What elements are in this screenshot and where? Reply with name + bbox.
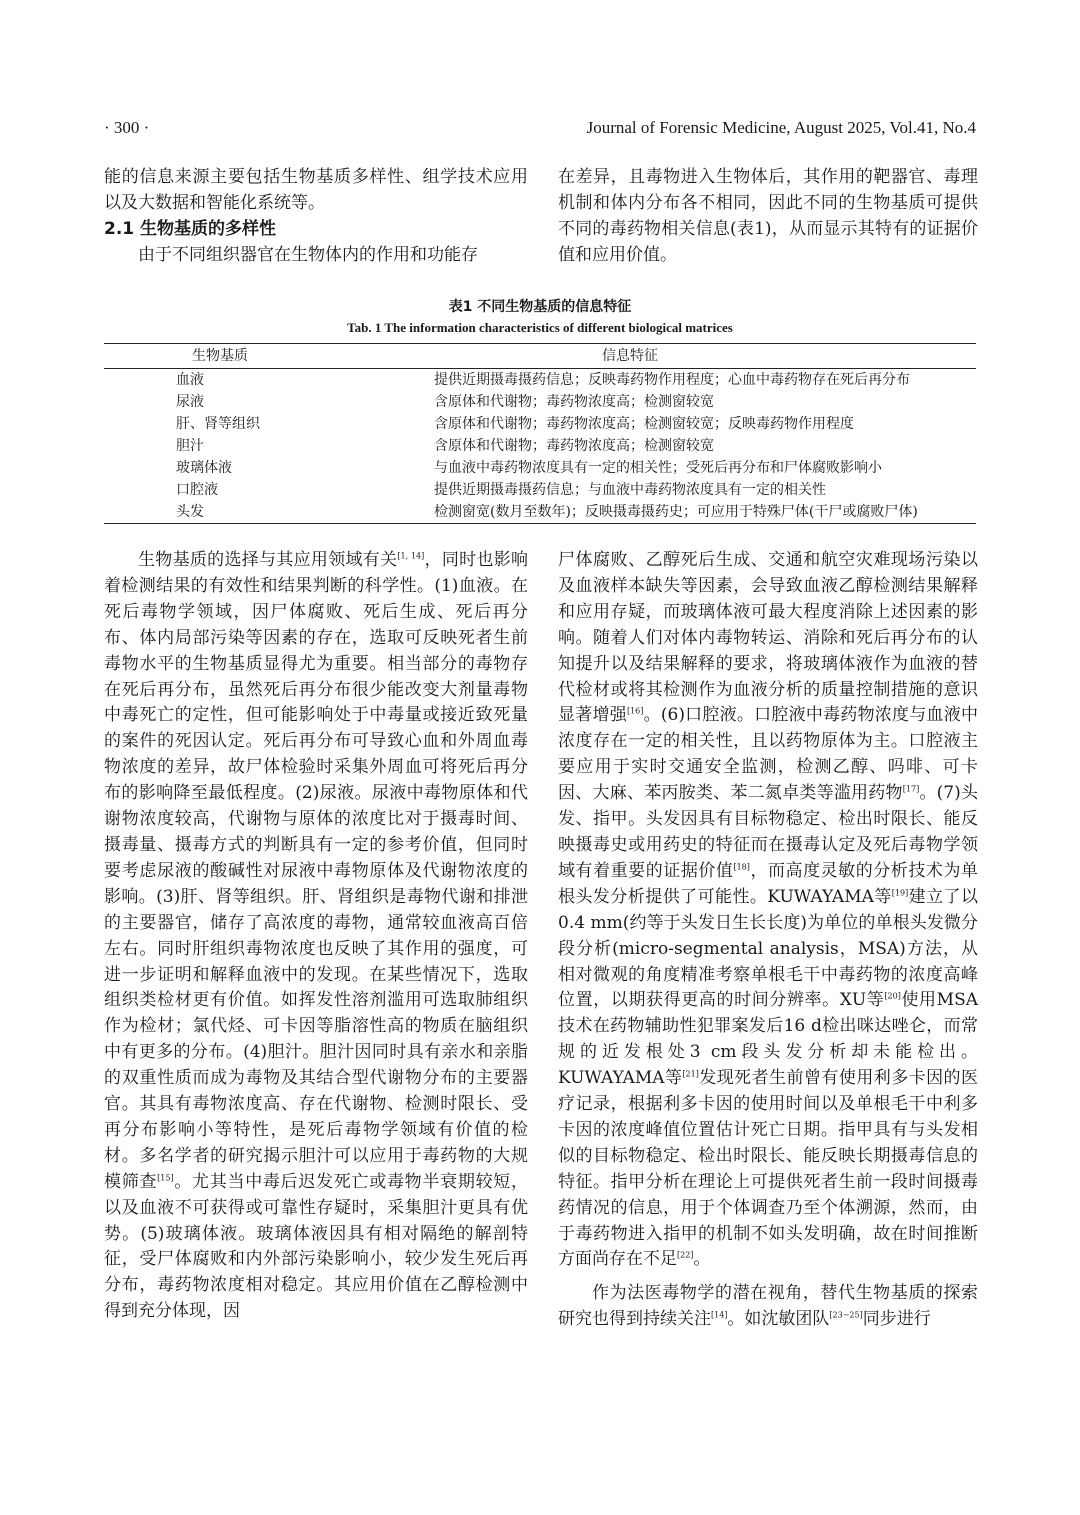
table-caption-en: Tab. 1 The information characteristics of different biological matrices	[347, 320, 733, 335]
table-cell-info: 含原体和代谢物；毒药物浓度高；检测窗较宽	[434, 394, 714, 410]
continued-paragraph: 能的信息来源主要包括生物基质多样性、组学技术应用以及大数据和智能化系统等。	[104, 167, 528, 213]
citation: [23−25]	[829, 1310, 863, 1320]
section-heading: 2.1 生物基质的多样性	[104, 219, 277, 239]
text-run: 。(6)口腔液。口腔液中毒药物浓度与血液中浓度存在一定的相关性，且以药物原体为主。口腔液主要应用于实时交通安全监测，检测乙醇、吗啡、可卡因、大麻、苯丙胺类、苯二氮卓类等滥用药物	[558, 705, 979, 804]
table-row	[104, 391, 976, 413]
text-run: 作为法医毒物学的潜在视角，替代生物基质的探索研究也得到持续关注	[558, 1283, 978, 1330]
table-cell-info: 与血液中毒药物浓度具有一定的相关性；受死后再分布和尸体腐败影响小	[434, 460, 882, 476]
journal-name: Journal of Forensic Medicine, August 2025, Vol.41, No.4	[586, 118, 976, 137]
page-number: · 300 ·	[104, 118, 150, 137]
table-cell-info: 含原体和代谢物；毒药物浓度高；检测窗较宽	[434, 438, 714, 454]
table-row	[104, 501, 976, 524]
table-row	[104, 413, 976, 435]
text-run: ，而高度灵敏的分析技术为单根头发分析提供了可能性。KUWAYAMA等	[558, 860, 978, 907]
body-paragraph-continued	[558, 548, 978, 1273]
top-left-column	[104, 164, 528, 268]
top-right-column	[558, 164, 978, 268]
body-paragraph	[558, 1281, 978, 1333]
bottom-left-column	[104, 548, 528, 1325]
body-paragraph	[104, 548, 528, 1325]
matrix-table	[104, 343, 976, 524]
citation: [22]	[677, 1250, 694, 1260]
text-run: 。	[693, 1249, 711, 1270]
table-row	[104, 457, 976, 479]
citation: [19]	[891, 888, 909, 898]
table-cell-matrix: 胆汁	[176, 438, 204, 454]
table-header-matrix: 生物基质	[104, 344, 422, 369]
citation: [21]	[682, 1069, 699, 1079]
text-run: 。尤其当中毒后迟发死亡或毒物半衰期较短，以及血液不可获得或可靠性存疑时，采集胆汁更具有优势。(5)玻璃体液。玻璃体液因具有相对隔绝的解剖特征，受尸体腐败和内外部污染影响小，较少发生死后再分布，毒药物浓度相对稳定。其应用价值在乙醇检测中得到充分体现，因	[104, 1171, 529, 1322]
table-row	[104, 435, 976, 457]
text-run: 发现死者生前曾有使用利多卡因的医疗记录，根据利多卡因的使用时间以及单根毛干中利多卡因的浓度峰值位置估计死亡日期。指甲具有与头发相似的目标物稳定、检出时限长、能反映长期摄毒信息的特征。指甲分析在理论上可提供死者生前一段时间摄毒药情况的信息，用于个体调查乃至个体溯源，然而，由于毒药物进入指甲的机制不如头发明确，故在时间推断方面尚存在不足	[558, 1068, 979, 1270]
table-row	[104, 369, 976, 392]
bottom-right-column	[558, 548, 978, 1333]
text-run: 同步进行	[862, 1309, 931, 1330]
table-cell-info: 提供近期摄毒摄药信息；反映毒药物作用程度；心血中毒药物存在死后再分布	[434, 372, 910, 388]
table-cell-matrix: 玻璃体液	[176, 460, 232, 476]
text-run: 尸体腐败、乙醇死后生成、交通和航空灾难现场污染以及血液样本缺失等因素，会导致血液乙醇检测结果解释和应用存疑，而玻璃体液可最大程度消除上述因素的影响。随着人们对体内毒物转运、消除和死后再分布的认知提升以及结果解释的要求，将玻璃体液作为血液的替代检材或将其检测作为血液分析的质量控制措施的意识显著增强	[558, 550, 978, 726]
citation: [20]	[884, 991, 901, 1001]
continued-paragraph-right: 在差异，且毒物进入生物体后，其作用的靶器官、毒理机制和体内分布各不相同，因此不同的生物基质可提供不同的毒药物相关信息(表1)，从而显示其特有的证据价值和应用价值。	[558, 167, 978, 265]
citation: [17]	[902, 784, 920, 794]
table-cell-matrix: 头发	[104, 501, 422, 524]
table-cell-matrix: 血液	[176, 372, 204, 388]
text-run: 。如沈敏团队	[727, 1309, 830, 1330]
table-cell-info: 检测窗宽(数月至数年)；反映摄毒摄药史；可应用于特殊尸体(干尸或腐败尸体)	[422, 501, 976, 524]
table-caption-cn: 表1 不同生物基质的信息特征	[448, 299, 632, 315]
citation: [1, 14]	[397, 551, 425, 561]
table-header-info: 信息特征	[422, 344, 976, 369]
table-cell-info: 提供近期摄毒摄药信息；与血液中毒药物浓度具有一定的相关性	[434, 482, 826, 498]
paragraph-gap	[558, 1273, 978, 1281]
table-cell-matrix: 肝、肾等组织	[176, 416, 260, 432]
citation: [15]	[157, 1173, 174, 1183]
text-run: 。(7)头发、指甲。头发因具有目标物稳定、检出时限长、能反映摄毒史或用药史的特征而在摄毒认定及死后毒物学领域有着重要的证据价值	[558, 783, 978, 881]
citation: [16]	[626, 706, 644, 716]
table-header-row	[104, 344, 976, 369]
text-run: 使用MSA技术在药物辅助性犯罪案发后16 d检出咪达唑仑，而常规的近发根处3 cm段头发分析却未能检出。KUWAYAMA等	[558, 990, 978, 1089]
citation: [18]	[733, 862, 750, 872]
table-cell-matrix: 尿液	[176, 394, 204, 410]
citation: [14]	[711, 1310, 728, 1320]
text-run: ，同时也影响着检测结果的有效性和结果判断的科学性。(1)血液。在死后毒物学领域，因尸体腐败、死后生成、死后再分布、体内局部污染等因素的存在，选取可反映死者生前毒物水平的生物基质显得尤为重要。相当部分的毒物存在死后再分布，虽然死后再分布很少能改变大剂量毒物中毒死亡的定性，但可能影响处于中毒量或接近致死量的案件的死因认定。死后再分布可导致心血和外周血毒物浓度的差异，故尸体检验时采集外周血可将死后再分布的影响降至最低程度。(2)尿液。尿液中毒物原体和代谢物浓度较高，代谢物与原体的浓度比对于摄毒时间、摄毒量、摄毒方式的判断具有一定的参考价值，但同时要考虑尿液的酸碱性对尿液中毒物原体及代谢物浓度的影响。(3)肝、肾等组织。肝、肾组织是毒物代谢和排泄的主要器官，储存了高浓度的毒物，通常较血液高百倍左右。同时肝组织毒物浓度也反映了其作用的强度，可进一步证明和解释血液中的发现。在某些情况下，选取组织类检材更有价值。如挥发性溶剂滥用可选取肺组织作为检材；氯代烃、可卡因等脂溶性高的物质在脑组织中有更多的分布。(4)胆汁。胆汁因同时具有亲水和亲脂的双重性质而成为毒物及其结合型代谢物分布的主要器官。其具有毒物浓度高、存在代谢物、检测时限长、受再分布影响小等特性，是死后毒物学领域有价值的检材。多名学者的研究揭示胆汁可以应用于毒药物的大规模筛查	[104, 550, 528, 1192]
text-run: 建立了以0.4 mm(约等于头发日生长长度)为单位的单根头发微分段分析(micro-segmental analysis，MSA)方法，从相对微观的角度精准考察单根毛干中毒药物的浓度高峰位置，以期获得更高的时间分辨率。XU等	[558, 886, 979, 1011]
section-paragraph: 由于不同组织器官在生物体内的作用和功能存	[138, 245, 478, 265]
text-run: 生物基质的选择与其应用领域有关	[138, 550, 398, 570]
table-row	[104, 479, 976, 501]
table-cell-matrix: 口腔液	[176, 482, 218, 498]
table-cell-info: 含原体和代谢物；毒药物浓度高；检测窗较宽；反映毒药物作用程度	[434, 416, 854, 432]
